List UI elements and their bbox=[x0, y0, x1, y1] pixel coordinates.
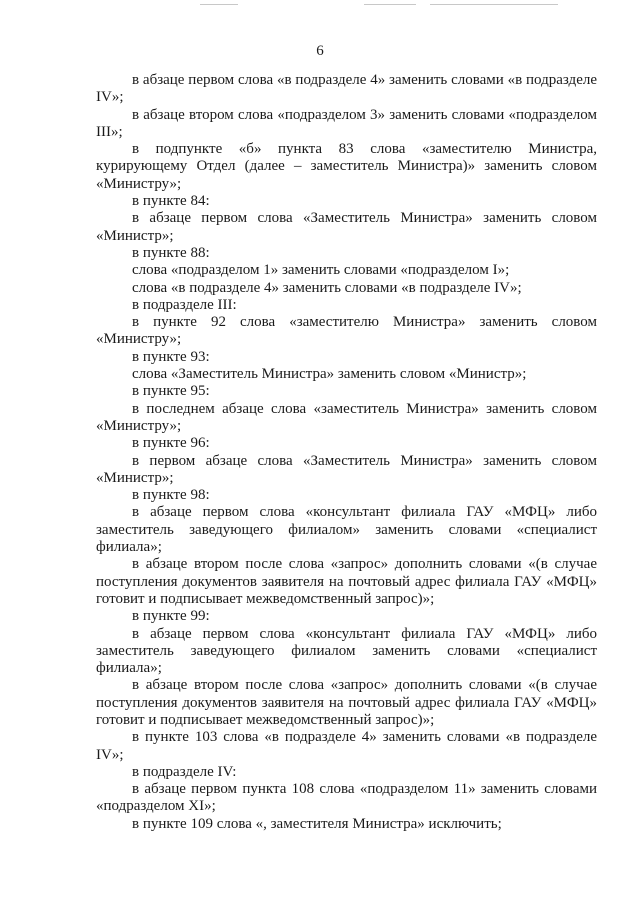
paragraph: в абзаце первом слова «Заместитель Министра» заменить словом «Министр»; bbox=[96, 210, 597, 244]
paragraph: в пункте 109 слова «, заместителя Министра» исключить; bbox=[132, 815, 502, 832]
paragraph: в абзаце первом слова «консультант филиала ГАУ «МФЦ» либо заместитель заведующего филиалом» заменить словами «специалист филиала»; bbox=[96, 504, 597, 556]
paragraph: в абзаце втором после слова «запрос» дополнить словами «(в случае поступления документов заявителя на почтовый адрес филиала ГАУ «МФЦ» готовит и подписывает межведомственный запрос)»; bbox=[96, 677, 597, 728]
paragraph: в подразделе IV: bbox=[132, 763, 237, 780]
paragraph: в пункте 99: bbox=[132, 608, 210, 625]
paragraph: в первом абзаце слова «Заместитель Министра» заменить словом «Министр»; bbox=[96, 452, 597, 486]
paragraph: в абзаце втором после слова «запрос» дополнить словами «(в случае поступления документов заявителя на почтовый адрес филиала ГАУ «МФЦ» готовит и подписывает межведомственный запрос)»; bbox=[96, 556, 597, 607]
scan-artifact bbox=[364, 4, 416, 5]
paragraph: в подразделе III: bbox=[132, 296, 237, 313]
paragraph: в абзаце первом слова «консультант филиала ГАУ «МФЦ» либо заместитель заведующего филиалом заменить словами «специалист филиала»; bbox=[96, 625, 597, 677]
page-number: 6 bbox=[316, 43, 324, 59]
paragraph: в пункте 96: bbox=[132, 435, 210, 452]
paragraph: в пункте 84: bbox=[132, 193, 210, 210]
paragraph: в пункте 92 слова «заместителю Министра» заменить словом «Министру»; bbox=[96, 314, 597, 348]
paragraph: слова «в подразделе 4» заменить словами «в подразделе IV»; bbox=[132, 279, 522, 296]
paragraph: в пункте 103 слова «в подразделе 4» заменить словами «в подразделе IV»; bbox=[96, 729, 597, 763]
scan-artifact bbox=[430, 4, 558, 5]
document-body bbox=[96, 72, 597, 833]
paragraph: в подпункте «б» пункта 83 слова «заместителю Министра, курирующему Отдел (далее – заместитель Министра)» заменить словом «Министру»; bbox=[96, 141, 597, 192]
paragraph: в пункте 95: bbox=[132, 383, 210, 400]
scan-artifact bbox=[200, 4, 238, 5]
paragraph: слова «Заместитель Министра» заменить словом «Министр»; bbox=[132, 366, 527, 383]
paragraph: в пункте 88: bbox=[132, 244, 210, 261]
paragraph: слова «подразделом 1» заменить словами «подразделом I»; bbox=[132, 262, 510, 279]
paragraph: в абзаце втором слова «подразделом 3» заменить словами «подразделом III»; bbox=[96, 106, 597, 140]
paragraph: в абзаце первом пункта 108 слова «подразделом 11» заменить словами «подразделом XI»; bbox=[96, 781, 597, 815]
paragraph: в последнем абзаце слова «заместитель Министра» заменить словом «Министру»; bbox=[96, 400, 597, 434]
paragraph: в пункте 98: bbox=[132, 487, 210, 504]
paragraph: в абзаце первом слова «в подразделе 4» заменить словами «в подразделе IV»; bbox=[96, 72, 597, 106]
paragraph: в пункте 93: bbox=[132, 348, 210, 365]
